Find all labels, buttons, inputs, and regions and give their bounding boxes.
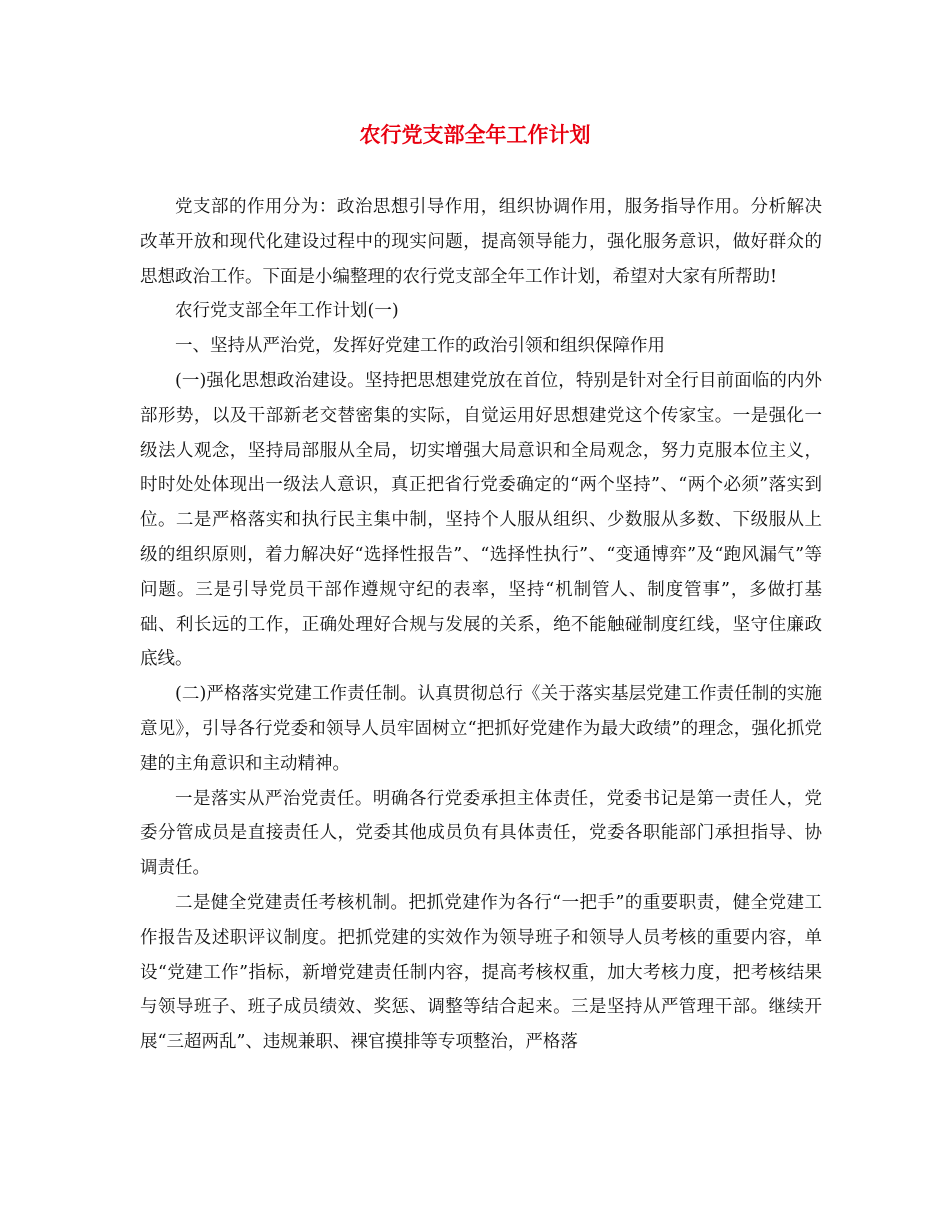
paragraph-ideological-building: (一)强化思想政治建设。坚持把思想建党放在首位，特别是针对全行目前面临的内外部形势，以及干部新老交替密集的实际，自觉运用好思想建党这个传家宝。一是强化一级法人观念，坚持局部服从全局，切实增强大局意识和全局观念，努力克服本位主义，时时处处体现出一级法人意识，真正把省行党委确定的“两个坚持”、“两个必须”落实到位。二是严格落实和执行民主集中制，坚持个人服从组织、少数服从多数、下级服从上级的组织原则，着力解决好“选择性报告”、“选择性执行”、“变通博弈”及“跑风漏气”等问题。三是引导党员干部作遵规守纪的表率，坚持“机制管人、制度管事”，多做打基础、利长远的工作，正确处理好合规与发展的关系，绝不能触碰制度红线，坚守住廉政底线。 — [140, 370, 822, 670]
paragraph-strict-governance: 一是落实从严治党责任。明确各行党委承担主体责任，党委书记是第一责任人，党委分管成员是直接责任人，党委其他成员负有具体责任，党委各职能部门承担指导、协调责任。 — [140, 788, 822, 879]
paragraph-intro: 党支部的作用分为：政治思想引导作用，组织协调作用，服务指导作用。分析解决改革开放和现代化建设过程中的现实问题，提高领导能力，强化服务意识，做好群众的思想政治工作。下面是小编整理的农行党支部全年工作计划，希望对大家有所帮助! — [140, 197, 822, 287]
paragraph-responsibility-system: (二)严格落实党建工作责任制。认真贯彻总行《关于落实基层党建工作责任制的实施意见》，引导各行党委和领导人员牢固树立“把抓好党建作为最大政绩”的理念，强化抓党建的主角意识和主动精神。 — [140, 684, 822, 774]
paragraph-section-heading: 一、坚持从严治党，发挥好党建工作的政治引领和组织保障作用 — [175, 336, 665, 357]
paragraph-assessment-mechanism: 二是健全党建责任考核机制。把抓党建作为各行“一把手”的重要职责，健全党建工作报告及述职评议制度。把抓党建的实效作为领导班子和领导人员考核的重要内容，单设“党建工作”指标，新增党建责任制内容，提高考核权重，加大考核力度，把考核结果与领导班子、班子成员绩效、奖惩、调整等结合起来。三是坚持从严管理干部。继续开展“三超两乱”、违规兼职、裸官摸排等专项整治，严格落 — [140, 892, 822, 1053]
document-title: 农行党支部全年工作计划 — [359, 122, 591, 147]
paragraph-plan-heading: 农行党支部全年工作计划(一) — [175, 301, 399, 322]
document-body — [140, 190, 822, 1060]
